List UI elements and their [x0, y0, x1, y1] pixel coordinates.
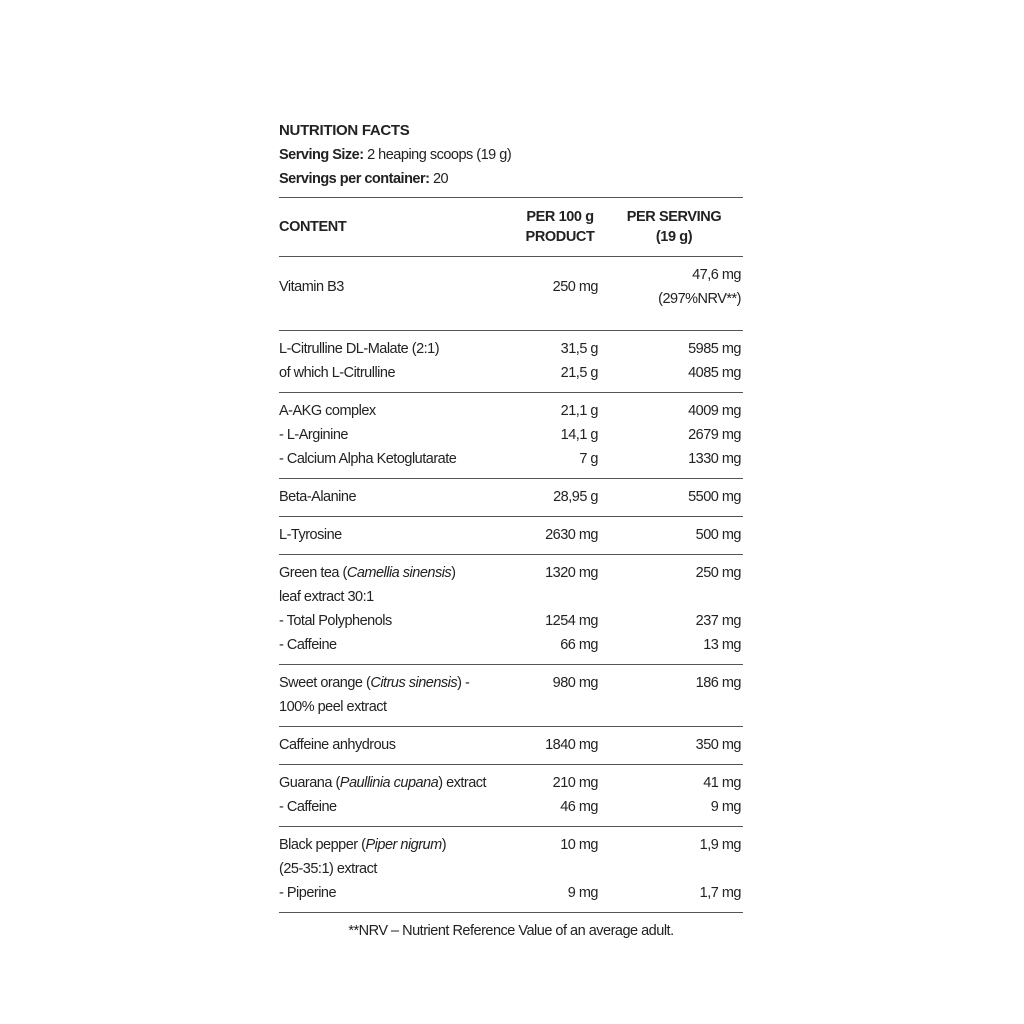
per-serving-cell: [598, 263, 743, 323]
per-100g-value: 10 mg: [560, 837, 598, 853]
ingredient-name-cell: [279, 485, 522, 509]
ingredient-name-line: [279, 733, 522, 757]
per-100g-cell: [522, 263, 598, 323]
per-serving-value: 9 mg: [710, 799, 741, 815]
per-100g-cell: [522, 523, 598, 547]
ingredient-name-line: [279, 857, 522, 881]
ingredient-text: - Caffeine: [279, 799, 337, 815]
per-serving-cell: [598, 671, 743, 719]
ingredient-text: ): [441, 837, 447, 853]
per-serving-cell: [598, 733, 743, 757]
ingredient-name-line: [279, 361, 522, 385]
ingredient-name-line: [279, 609, 522, 633]
per-serving-header-line1: PER SERVING: [626, 209, 722, 225]
ingredient-name-cell: [279, 523, 522, 547]
ingredient-text: ): [451, 565, 456, 581]
per-100g-value: 31,5 g: [560, 341, 598, 357]
ingredient-name-line: [279, 423, 522, 447]
ingredient-text: Guarana (: [279, 775, 340, 791]
nutrition-facts-panel: [279, 119, 743, 943]
botanical-name: Paullinia cupana: [339, 775, 439, 791]
ingredient-name-line: [279, 771, 522, 795]
per-100g-value: 66 mg: [560, 637, 598, 653]
serving-size-label: Serving Size:: [279, 147, 364, 163]
per-serving-value: 1,9 mg: [699, 837, 741, 853]
ingredient-text: ) -: [457, 675, 470, 691]
ingredient-name-line: [279, 275, 522, 299]
serving-size-line: [279, 143, 743, 167]
per-serving-value: 47,6 mg: [692, 267, 741, 283]
ingredient-text: Vitamin B3: [279, 279, 344, 295]
per-serving-value: 1330 mg: [688, 451, 741, 467]
per-100g-cell: [522, 485, 598, 509]
ingredient-text: - L-Arginine: [279, 427, 348, 443]
ingredient-name-cell: [279, 399, 522, 471]
per-100g-value: [522, 695, 598, 719]
ingredient-name-line: [279, 695, 522, 719]
per-100g-cell: [522, 399, 598, 471]
per-100g-cell: [522, 833, 598, 905]
ingredient-text: Black pepper (: [279, 837, 366, 853]
ingredient-text: Beta-Alanine: [279, 489, 357, 505]
botanical-name: Piper nigrum: [365, 837, 442, 853]
table-row: [279, 827, 743, 912]
ingredient-name-line: [279, 447, 522, 471]
serving-size-value: 2 heaping scoops (19 g): [363, 147, 512, 163]
per-100g-value: 1320 mg: [545, 565, 598, 581]
per-serving-value: 41 mg: [703, 775, 741, 791]
nutrient-table-body: [279, 257, 743, 913]
per-100g-value: 980 mg: [552, 675, 598, 691]
per-serving-cell: [598, 833, 743, 905]
ingredient-text: leaf extract 30:1: [279, 589, 374, 605]
per-serving-header-line2: (19 g): [655, 229, 693, 245]
per-100g-value: 2630 mg: [545, 527, 598, 543]
table-row: [279, 765, 743, 826]
ingredient-text: (25-35:1) extract: [279, 861, 377, 877]
ingredient-text: Green tea (: [279, 565, 347, 581]
ingredient-name-cell: [279, 337, 522, 385]
per-100g-header-line1: PER 100 g: [526, 209, 594, 225]
botanical-name: Citrus sinensis: [370, 675, 458, 691]
ingredient-text: - Piperine: [279, 885, 337, 901]
table-row: [279, 331, 743, 392]
per-serving-value: 4085 mg: [688, 365, 741, 381]
per-serving-cell: [598, 771, 743, 819]
ingredient-text: L-Tyrosine: [279, 527, 342, 543]
per-100g-cell: [522, 337, 598, 385]
ingredient-name-line: [279, 671, 522, 695]
per-serving-value: 237 mg: [695, 613, 741, 629]
per-100g-value: [522, 585, 598, 609]
servings-per-container-line: [279, 167, 743, 191]
table-row: [279, 517, 743, 554]
table-row: [279, 727, 743, 764]
ingredient-name-cell: [279, 833, 522, 905]
per-100g-value: 21,5 g: [560, 365, 598, 381]
ingredient-text: Caffeine anhydrous: [279, 737, 396, 753]
per-100g-header-line2: PRODUCT: [525, 229, 595, 245]
nutrition-facts-title: NUTRITION FACTS: [279, 122, 410, 139]
ingredient-name-cell: [279, 561, 522, 657]
ingredient-name-line: [279, 833, 522, 857]
per-100g-value: [522, 857, 598, 881]
table-row: [279, 555, 743, 664]
per-serving-value: 13 mg: [703, 637, 741, 653]
ingredient-text: - Calcium Alpha Ketoglutarate: [279, 451, 457, 467]
per-serving-value: [598, 695, 741, 719]
per-serving-value: 5985 mg: [688, 341, 741, 357]
per-100g-value: 1254 mg: [545, 613, 598, 629]
per-100g-cell: [522, 561, 598, 657]
row-divider: [279, 912, 743, 913]
per-100g-cell: [522, 733, 598, 757]
ingredient-name-line: [279, 585, 522, 609]
per-100g-value: 21,1 g: [560, 403, 598, 419]
per-serving-value: 186 mg: [695, 675, 741, 691]
per-serving-cell: [598, 337, 743, 385]
ingredient-name-line: [279, 881, 522, 905]
per-100g-value: 28,95 g: [553, 489, 598, 505]
ingredient-name-cell: [279, 263, 522, 323]
per-serving-value: 5500 mg: [688, 489, 741, 505]
ingredient-text: ) extract: [438, 775, 487, 791]
per-100g-value: [522, 299, 598, 323]
per-serving-cell: [598, 399, 743, 471]
per-serving-value: 250 mg: [695, 565, 741, 581]
per-100g-value: 14,1 g: [560, 427, 598, 443]
content-column-header: CONTENT: [279, 219, 347, 235]
per-serving-value: 1,7 mg: [699, 885, 741, 901]
ingredient-text: 100% peel extract: [279, 699, 387, 715]
ingredient-name-line: [279, 795, 522, 819]
per-100g-value: 7 g: [579, 451, 598, 467]
per-serving-value: 500 mg: [695, 527, 741, 543]
ingredient-name-line: [279, 337, 522, 361]
per-serving-value: [598, 585, 741, 609]
ingredient-text: Sweet orange (: [279, 675, 371, 691]
per-100g-value: 1840 mg: [545, 737, 598, 753]
nrv-footnote: **NRV – Nutrient Reference Value of an average adult.: [348, 923, 674, 939]
ingredient-name-cell: [279, 771, 522, 819]
ingredient-name-cell: [279, 671, 522, 719]
table-row: [279, 665, 743, 726]
per-serving-value: (297%NRV**): [658, 291, 741, 307]
ingredient-name-cell: [279, 733, 522, 757]
ingredient-text: - Caffeine: [279, 637, 337, 653]
servings-per-container-value: 20: [429, 171, 449, 187]
table-row: [279, 257, 743, 330]
per-serving-value: [598, 857, 741, 881]
ingredient-name-line: [279, 561, 522, 585]
per-100g-column-header: [515, 207, 605, 247]
per-100g-cell: [522, 671, 598, 719]
per-serving-value: 350 mg: [695, 737, 741, 753]
per-100g-value: 9 mg: [567, 885, 598, 901]
ingredient-text: of which L-Citrulline: [279, 365, 396, 381]
servings-per-container-label: Servings per container:: [279, 171, 430, 187]
per-serving-column-header: [605, 207, 743, 247]
per-100g-value: 46 mg: [560, 799, 598, 815]
botanical-name: Camellia sinensis: [346, 565, 452, 581]
per-100g-value: 250 mg: [552, 279, 598, 295]
per-serving-cell: [598, 523, 743, 547]
ingredient-name-line: [279, 399, 522, 423]
per-serving-cell: [598, 485, 743, 509]
table-row: [279, 479, 743, 516]
ingredient-name-line: [279, 633, 522, 657]
per-serving-value: 4009 mg: [688, 403, 741, 419]
per-100g-cell: [522, 771, 598, 819]
per-serving-value: 2679 mg: [688, 427, 741, 443]
per-100g-value: 210 mg: [552, 775, 598, 791]
ingredient-text: - Total Polyphenols: [279, 613, 392, 629]
per-serving-cell: [598, 561, 743, 657]
ingredient-name-line: [279, 485, 522, 509]
ingredient-name-line: [279, 299, 522, 323]
table-row: [279, 393, 743, 478]
ingredient-name-line: [279, 523, 522, 547]
column-header-row: [279, 198, 743, 256]
ingredient-text: A-AKG complex: [279, 403, 376, 419]
ingredient-text: L-Citrulline DL-Malate (2:1): [279, 341, 440, 357]
